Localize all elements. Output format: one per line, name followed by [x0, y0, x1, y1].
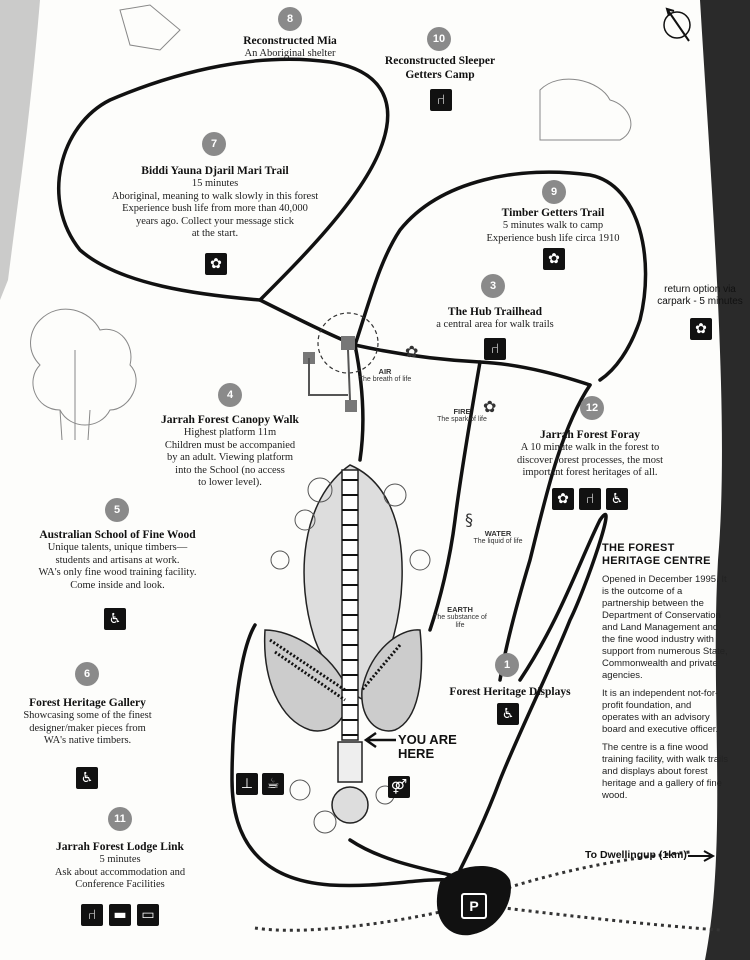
stop-marker-4[interactable]: 4 [218, 383, 242, 407]
wheelchair-icon: ♿ [104, 608, 126, 630]
stop-marker-9[interactable]: 9 [542, 180, 566, 204]
stop-marker-5[interactable]: 5 [105, 498, 129, 522]
flower-icon: ✿ [552, 488, 574, 510]
stop-label-biddi-yauna: Biddi Yauna Djaril Mari Trail 15 minutes Aboriginal, meaning to walk slowly in this forest Experience bush life from more than 40,000 years ago. Collect your message stick at the start. [111, 165, 319, 239]
stop-marker-3[interactable]: 3 [481, 274, 505, 298]
flower-icon: ✿ [205, 253, 227, 275]
road-dotted-2 [480, 905, 720, 930]
bench-icon: ⑁ [81, 904, 103, 926]
bed-icon: ▬ [109, 904, 131, 926]
wheelchair-icon: ♿ [497, 703, 519, 725]
stop-marker-11[interactable]: 11 [108, 807, 132, 831]
water-swirl-icon: § [465, 510, 473, 529]
east-trail [430, 362, 480, 630]
wheelchair-icon: ♿ [606, 488, 628, 510]
flower-icon: ✿ [690, 318, 712, 340]
bench-icon: ⑁ [484, 338, 506, 360]
flower-icon: ✿ [543, 248, 565, 270]
bench-icon: ⑁ [430, 89, 452, 111]
fire-flower-icon: ✿ [483, 397, 497, 416]
food-icon: ⊥ [236, 773, 258, 795]
bench-icon: ⑁ [579, 488, 601, 510]
stop-marker-6[interactable]: 6 [75, 662, 99, 686]
right-border-shading [700, 0, 750, 960]
dwellingup-arrow [688, 851, 713, 861]
stop-label-lodge-link: Jarrah Forest Lodge Link 5 minutes Ask about accommodation and Conference Facilities [54, 841, 186, 890]
parking-icon: P [461, 893, 487, 919]
heritage-centre-building [265, 465, 422, 823]
heritage-centre-title-2: HERITAGE CENTRE [602, 555, 711, 567]
canopy-platform [341, 336, 355, 350]
element-earth: EARTH The substance of life [433, 605, 487, 629]
canopy-platform-3 [345, 400, 357, 412]
heritage-centre-para-2: It is an independent not-for-profit foundation, and operates with an advisory board and executive officer. [602, 688, 719, 735]
stop-marker-12[interactable]: 12 [580, 396, 604, 420]
compass-icon [664, 9, 690, 41]
stop-label-heritage-gallery: Forest Heritage Gallery Showcasing some of the finest designer/maker pieces from WA's native timbers. [23, 697, 152, 746]
stop-label-timber-getters: Timber Getters Trail 5 minutes walk to camp Experience bush life circa 1910 [486, 207, 620, 244]
return-option-label: return option via carpark - 5 minutes [657, 284, 743, 307]
you-are-here-arrow [366, 733, 396, 747]
toilets-icon: ⚤ [388, 776, 410, 798]
left-border-shading [0, 0, 40, 300]
element-water: WATER The liquid of life [473, 529, 523, 545]
air-flower-icon: ✿ [405, 342, 419, 361]
lower-trail [350, 840, 450, 875]
wheelchair-icon: ♿ [76, 767, 98, 789]
stop-label-forest-foray: Jarrah Forest Foray A 10 minute walk in the forest to discover forest processes, the most important forest heritages of all. [516, 429, 664, 478]
stop-marker-8[interactable]: 8 [278, 7, 302, 31]
stop-label-hub-trailhead: The Hub Trailhead a central area for walk trails [436, 306, 554, 330]
to-dwellingup-label: To Dwellingup (1km) [585, 849, 687, 861]
you-are-here-label: YOU ARE HERE [398, 732, 457, 761]
sofa-icon: ▭ [137, 904, 159, 926]
heritage-centre-panel [602, 542, 730, 802]
stop-label-sleeper-getters: Reconstructed Sleeper Getters Camp [384, 55, 496, 81]
element-air: AIR The breath of life [358, 367, 412, 383]
heritage-centre-para-1: Opened in December 1995. It is the outcome of a partnership between the Department of Conservation and Land Management and the fine wood industry with support from numerous State, Commonwealth and private agencies. [602, 574, 728, 681]
heritage-centre-para-3: The centre is a fine wood training facility, with walk trails and displays about forest heritage and a gallery of fine wood. [602, 742, 729, 801]
stop-marker-10[interactable]: 10 [427, 27, 451, 51]
element-fire: FIRE The spark of life [437, 407, 487, 423]
canopy-walkway [309, 350, 350, 400]
stop-marker-1[interactable]: 1 [495, 653, 519, 677]
stop-label-reconstructed-mia: Reconstructed Mia An Aboriginal shelter [243, 35, 337, 59]
stop-label-heritage-displays: Forest Heritage Displays [449, 686, 571, 698]
coffee-icon: ☕ [262, 773, 284, 795]
stop-label-canopy-walk: Jarrah Forest Canopy Walk Highest platform 11m Children must be accompanied by an adult. Viewing platform into the School (no access to lower level). [161, 414, 299, 488]
stop-marker-7[interactable]: 7 [202, 132, 226, 156]
stop-label-school-fine-wood: Australian School of Fine Wood Unique talents, unique timbers— students and artisans at work. WA's only fine wood training facility. Come inside and look. [38, 529, 197, 591]
heritage-centre-title: THE FOREST [602, 542, 675, 554]
